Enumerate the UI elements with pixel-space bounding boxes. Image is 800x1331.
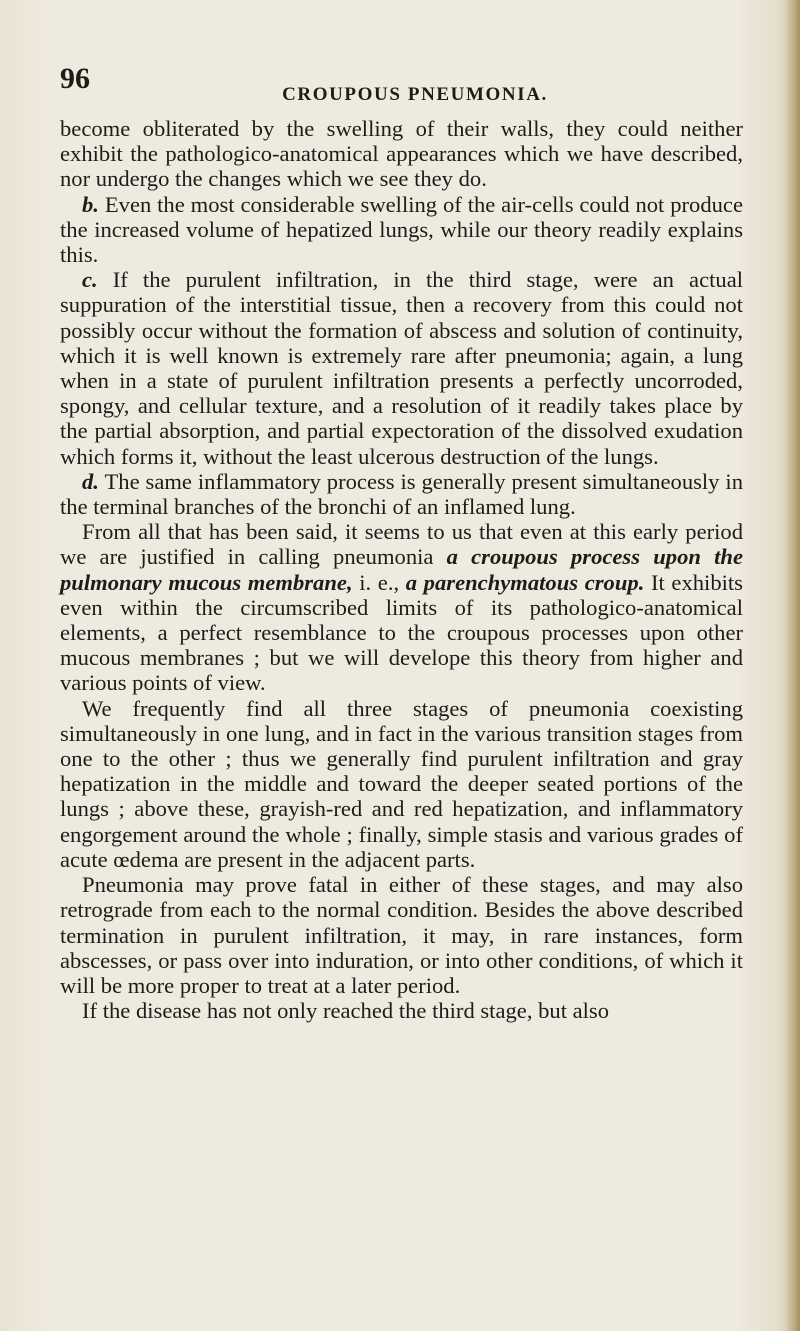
paragraph-text: i. e., bbox=[352, 569, 406, 595]
paragraph-terminations bbox=[60, 872, 743, 998]
paragraph-text: Even the most considerable swelling of the air-cells could not produce the increased volume of hepatized lungs, while our theory readily explains this. bbox=[60, 191, 743, 268]
emphasis-text: a parenchymatous croup. bbox=[405, 569, 645, 595]
paragraph-text: become obliterated by the swelling of their walls, they could neither exhibit the pathologico-anatomical appearances which we have described, nor undergo the changes which we see they do. bbox=[60, 116, 743, 192]
paragraph-text: If the disease has not only reached the third stage, but also bbox=[82, 998, 610, 1024]
paragraph-continuation bbox=[60, 116, 743, 192]
paragraph-d bbox=[60, 469, 743, 519]
page-number: 96 bbox=[60, 62, 90, 95]
paragraph-stages bbox=[60, 696, 743, 872]
paragraph-marker: c. bbox=[82, 267, 98, 293]
paragraph-text: The same inflammatory process is generally present simultaneously in the terminal branches of the bronchi of an inflamed lung. bbox=[60, 468, 743, 520]
paragraph-text: We frequently find all three stages of pneumonia coexisting simultaneously in one lung, and in fact in the various transition stages from one to the other ; thus we generally find purulent infiltration and gray hepatization in the middle and toward the deeper seated portions of the lungs ; above these, grayish-red and red hepatization, and inflammatory engorgement around the whole ; finally, simple stasis and various grades of acute œdema are present in the adjacent parts. bbox=[60, 695, 743, 872]
paragraph-c bbox=[60, 267, 743, 469]
body-text bbox=[60, 116, 743, 1023]
paragraph-conclusion bbox=[60, 519, 743, 695]
paragraph-text: Pneumonia may prove fatal in either of these stages, and may also retrograde from each to the normal condition. Besides the above described termination in purulent infiltration, it may, in rare instances, form abscesses, or pass over into induration, or into other conditions, of which it will be more proper to treat at a later period. bbox=[60, 872, 743, 998]
paragraph-b bbox=[60, 192, 743, 268]
page-edge-shadow bbox=[786, 0, 800, 1331]
emphasis-text: a croupous process upon the pulmonary mucous membrane, bbox=[60, 544, 744, 595]
paragraph-text: If the purulent infiltration, in the third stage, were an actual suppuration of the interstitial tissue, then a recovery from this could not possibly occur without the formation of abscess and solution of continuity, which it is well known is extremely rare after pneumonia; again, a lung when in a state of purulent infiltration presents a perfectly uncorroded, spongy, and cellular texture, and a resolution of it readily takes place by the partial absorption, and partial expectoration of the dissolved exudation which forms it, without the least ulcerous destruction of the lungs. bbox=[60, 267, 743, 469]
paragraph-text: It exhibits even within the circumscribed limits of its pathologico-anatomical elements, a perfect resemblance to the croupous processes upon other mucous membranes ; but we will develope this theory from higher and various points of view. bbox=[60, 569, 743, 696]
paragraph-final-line bbox=[60, 998, 743, 1023]
paragraph-marker: b. bbox=[82, 191, 99, 217]
paragraph-marker: d. bbox=[82, 468, 99, 494]
paragraph-text: From all that has been said, it seems to us that even at this early period we are justified in calling pneumonia bbox=[60, 519, 743, 570]
running-head: CROUPOUS PNEUMONIA. bbox=[282, 84, 548, 105]
